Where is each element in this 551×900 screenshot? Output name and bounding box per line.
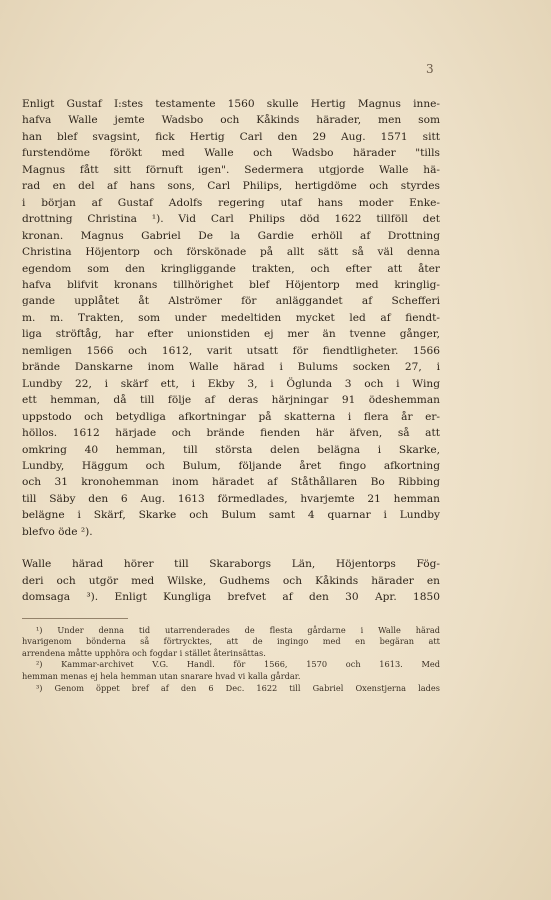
text-line: omkring 40 hemman, till största delen belägna i Skarke, [22,443,440,456]
footnote-line: hemman menas ej hela hemman utan snarare hvad vi kalla gårdar. [22,670,301,681]
text-line: domsaga ³). Enligt Kungliga brefvet af den 30 Apr. 1850 [22,591,440,604]
footnote-line: arrendena måtte upphöra och fogdar i stället återinsättas. [22,647,266,658]
text-line: uppstodo och betydliga afkortningar på skatterna i flera år er- [22,410,440,423]
paragraph-1 [22,96,440,540]
text-line: nemligen 1566 och 1612, varit utsatt för fiendtligheter. 1566 [22,344,440,357]
text-line: rad en del af hans sons, Carl Philips, hertigdöme och styrdes [22,180,440,193]
text-line: ett hemman, då till följe af deras härjningar 91 ödeshemman [22,394,440,407]
text-line: Lundby 22, i skärf ett, i Ekby 3, i Öglunda 3 och i Wing [22,377,440,390]
footnote-line: ²) Kammar-archivet V.G. Handl. för 1566, 1570 och 1613. Med [36,659,440,670]
text-line: drottning Christina ¹). Vid Carl Philips död 1622 tillföll det [22,213,440,226]
text-line: gande upplåtet åt Alströmer för anläggandet af Schefferi [22,295,440,308]
text-line: belägne i Skärf, Skarke och Bulum samt 4 quarnar i Lundby [22,509,440,522]
text-line: Walle härad hörer till Skaraborgs Län, Höjentorps Fög- [22,558,440,571]
text-line: till Säby den 6 Aug. 1613 förmedlades, hvarjemte 21 hemman [22,492,440,505]
paragraph-2 [22,556,440,605]
text-line: Magnus fått sitt förnuft igen". Sedermera utgjorde Walle hä- [22,163,440,176]
text-line: och 31 kronohemman inom häradet af Ståthållaren Bo Ribbing [22,476,440,489]
text-line: egendom som den kringliggande trakten, och efter att åter [22,262,440,275]
text-line: hafva Walle jemte Wadsbo och Kåkinds härader, men som [22,114,440,127]
footnote-divider [22,618,128,619]
text-line: brände Danskarne inom Walle härad i Bulums socken 27, i [22,361,440,374]
text-line: han blef svagsint, fick Hertig Carl den 29 Aug. 1571 sitt [22,130,440,143]
text-line: Enligt Gustaf I:stes testamente 1560 skulle Hertig Magnus inne- [22,98,440,110]
text-line: i början af Gustaf Adolfs regering utaf hans moder Enke- [22,196,440,209]
footnote-line: ³) Genom öppet bref af den 6 Dec. 1622 till Gabriel Oxenstjerna lades [36,682,440,693]
text-line: liga ströftåg, har efter unionstiden ej mer än tvenne gånger, [22,328,440,341]
footnote-line: hvarigenom bönderna så förtrycktes, att de ingingo med en begäran att [22,636,440,647]
text-line: Christina Höjentorp och förskönade på allt sätt så väl denna [22,246,440,259]
text-line: deri och utgör med Wilske, Gudhems och Kåkinds härader en [22,574,440,587]
text-line: Lundby, Häggum och Bulum, följande året fingo afkortning [22,459,440,472]
text-line: blefvo öde ²). [22,525,93,538]
text-line: furstendöme förökt med Walle och Wadsbo härader "tills [22,147,440,160]
page-number: 3 [426,62,434,76]
footnote-line: ¹) Under denna tid utarrenderades de flesta gårdarne i Walle härad [36,624,440,635]
text-line: m. m. Trakten, som under medeltiden mycket led af fiendt- [22,311,440,324]
footnotes [22,625,440,695]
body-text [22,96,440,694]
text-line: höllos. 1612 härjade och brände fienden här äfven, så att [22,427,440,440]
text-line: kronan. Magnus Gabriel De la Gardie erhöll af Drottning [22,229,440,242]
text-line: hafva blifvit kronans tillhörighet blef Höjentorp med kringlig- [22,278,440,291]
